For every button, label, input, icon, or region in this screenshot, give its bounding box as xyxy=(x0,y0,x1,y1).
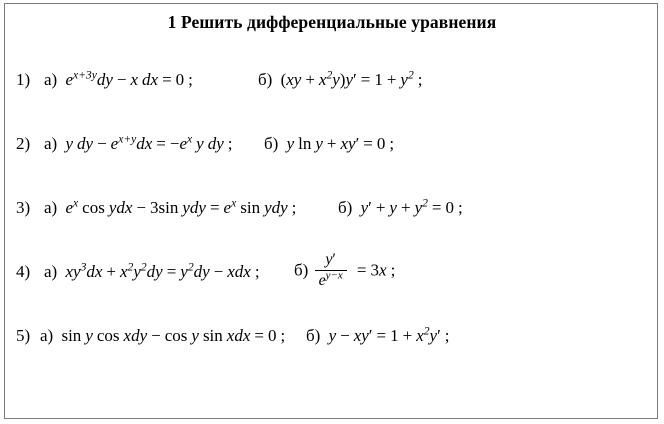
task-2-part-a: а) y dy − $e^{x+y}dx = -e^x$ y dy ; xyxy=(44,132,233,153)
part-a-label: а) xyxy=(44,134,58,153)
task-5-part-a: а) sin y cos xdy − cos y sin xdx = 0 ; xyxy=(40,326,286,345)
task-number: 1) xyxy=(16,70,31,89)
task-number: 2) xyxy=(16,134,31,153)
part-b-label: б) xyxy=(294,260,309,280)
task-row xyxy=(16,310,638,374)
part-b-label: б) xyxy=(264,134,279,153)
task-3-part-b: б) $y' + y + y^2 = 0$ ; xyxy=(338,196,463,217)
task-row xyxy=(16,118,638,182)
part-b-label: б) xyxy=(306,326,321,345)
part-a-label: а) xyxy=(40,326,54,345)
task-list xyxy=(16,54,638,374)
task-row xyxy=(16,54,638,118)
task-1-part-a: а) $e^{x+3y}dy - x$ dx = 0 ; xyxy=(44,68,193,89)
part-a-label: а) xyxy=(44,70,58,89)
task-number: 3) xyxy=(16,198,31,217)
task-4-part-b: б) $\frac{y'}{e^{y-x}}$ = 3x ; xyxy=(294,251,396,289)
task-1-part-b: б) $(xy + x^2y)y' = 1 + y^2$ ; xyxy=(258,68,423,89)
task-number: 4) xyxy=(16,262,31,281)
task-row xyxy=(16,182,638,246)
task-number: 5) xyxy=(16,326,31,345)
part-a-label: а) xyxy=(44,198,58,217)
task-3-part-a: а) $e^x$ cos ydx − 3sin ydy = $e^x$ sin ydy ; xyxy=(44,196,297,217)
task-2-part-b: б) y ln y + xy′ = 0 ; xyxy=(264,134,395,153)
task-5-part-b: б) $y - xy' = 1 + x^2y'$ ; xyxy=(306,324,450,345)
fraction: $\frac{y'}{e^{y-x}}$ xyxy=(315,251,347,290)
part-b-label: б) xyxy=(338,198,353,217)
task-4-part-a: а) $xy^3dx + x^2y^2dy = y^2dy$ − xdx ; xyxy=(44,260,260,281)
part-a-label: а) xyxy=(44,262,58,281)
part-b-label: б) xyxy=(258,70,273,89)
task-row xyxy=(16,246,638,310)
page-title: 1 Решить дифференциальные уравнения xyxy=(167,12,497,32)
